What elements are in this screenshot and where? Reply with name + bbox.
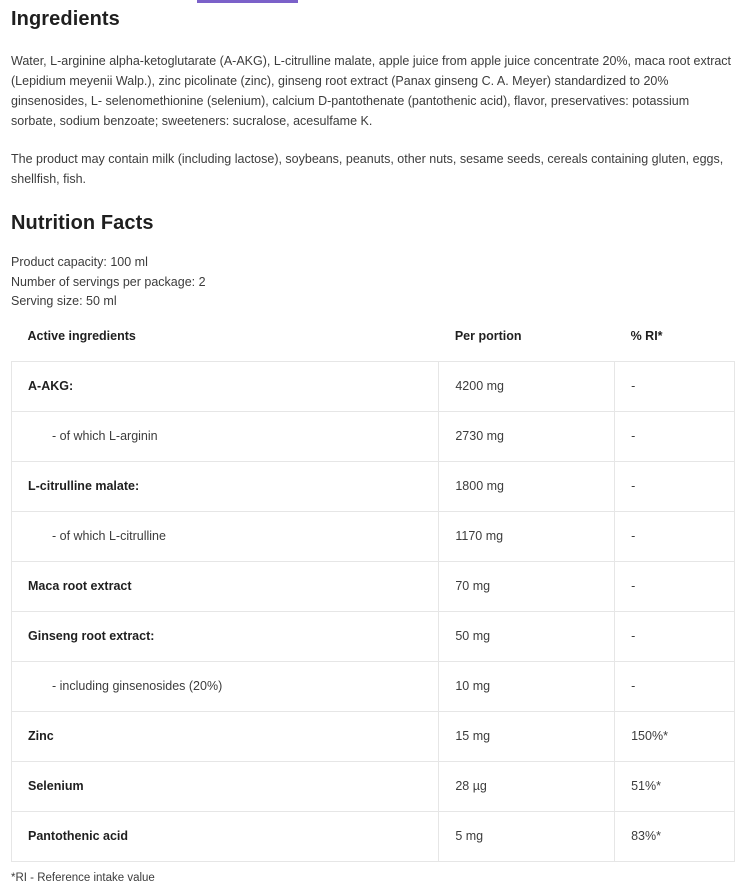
cell-ingredient-name: Maca root extract (12, 561, 439, 611)
cell-per-portion: 5 mg (439, 811, 615, 861)
nutrition-facts-heading: Nutrition Facts (11, 212, 154, 234)
cell-ri: 150%* (615, 711, 735, 761)
cell-ri: - (615, 461, 735, 511)
column-header-active-ingredients: Active ingredients (27, 328, 136, 343)
cell-ingredient-name: L-citrulline malate: (12, 461, 439, 511)
table-row (12, 711, 735, 761)
cell-ingredient-name: Zinc (12, 711, 439, 761)
cell-ingredient-name: Pantothenic acid (12, 811, 439, 861)
cell-per-portion: 15 mg (439, 711, 615, 761)
table-row (12, 511, 735, 561)
cell-per-portion: 1170 mg (439, 511, 615, 561)
table-row (12, 811, 735, 861)
ri-footnote: *RI - Reference intake value (11, 871, 155, 884)
table-row (12, 461, 735, 511)
table-row (12, 561, 735, 611)
table-row (12, 361, 735, 411)
cell-ri: 83%* (615, 811, 735, 861)
cell-ri: 51%* (615, 761, 735, 811)
servings-per-package: Number of servings per package: 2 (11, 274, 206, 289)
ingredients-text: Water, L-arginine alpha-ketoglutarate (A-AKG), L-citrulline malate, apple juice from apple juice concentrate 20%, maca root extract (Lepidium meyenii Walp.), zinc picolinate (zinc), ginseng root extract (Panax ginseng C. A. Meyer) standardized to 20% ginsenosides, L- selenomethionine (selenium), calcium D-pantothenate (pantothenic acid), flavor, preservatives: potassium sorbate, sodium benzoate; sweeteners: sucralose, acesulfame K. (11, 54, 732, 128)
cell-ri: - (615, 611, 735, 661)
product-capacity: Product capacity: 100 ml (11, 255, 148, 269)
cell-ingredient-name: Ginseng root extract: (12, 611, 439, 661)
cell-ri: - (615, 661, 735, 711)
cell-ingredient-name: Selenium (12, 761, 439, 811)
column-header-per-portion: Per portion (454, 328, 522, 343)
ingredients-heading: Ingredients (11, 8, 120, 30)
serving-info (11, 253, 735, 312)
column-header-ri: % RI* (630, 328, 663, 343)
cell-per-portion: 1800 mg (439, 461, 615, 511)
nutrition-table (11, 329, 735, 862)
tab-active-underline (197, 0, 298, 3)
cell-per-portion: 28 µg (439, 761, 615, 811)
cell-per-portion: 70 mg (439, 561, 615, 611)
cell-ri: - (615, 561, 735, 611)
table-header-row (12, 329, 735, 362)
table-row (12, 661, 735, 711)
cell-per-portion: 10 mg (439, 661, 615, 711)
cell-per-portion: 50 mg (439, 611, 615, 661)
cell-ingredient-name: - of which L-arginin (12, 411, 439, 461)
table-row (12, 761, 735, 811)
allergens-text: The product may contain milk (including lactose), soybeans, peanuts, other nuts, sesame seeds, cereals containing gluten, eggs, shellfish, fish. (11, 152, 724, 186)
nutrition-table-body (12, 361, 735, 861)
nutrition-table-head (12, 329, 735, 362)
cell-ingredient-name: - including ginsenosides (20%) (12, 661, 439, 711)
cell-ri: - (615, 361, 735, 411)
cell-ingredient-name: A-AKG: (12, 361, 439, 411)
table-row (12, 411, 735, 461)
table-row (12, 611, 735, 661)
cell-per-portion: 4200 mg (439, 361, 615, 411)
serving-size: Serving size: 50 ml (11, 294, 117, 308)
cell-ri: - (615, 411, 735, 461)
cell-per-portion: 2730 mg (439, 411, 615, 461)
cell-ingredient-name: - of which L-citrulline (12, 511, 439, 561)
cell-ri: - (615, 511, 735, 561)
